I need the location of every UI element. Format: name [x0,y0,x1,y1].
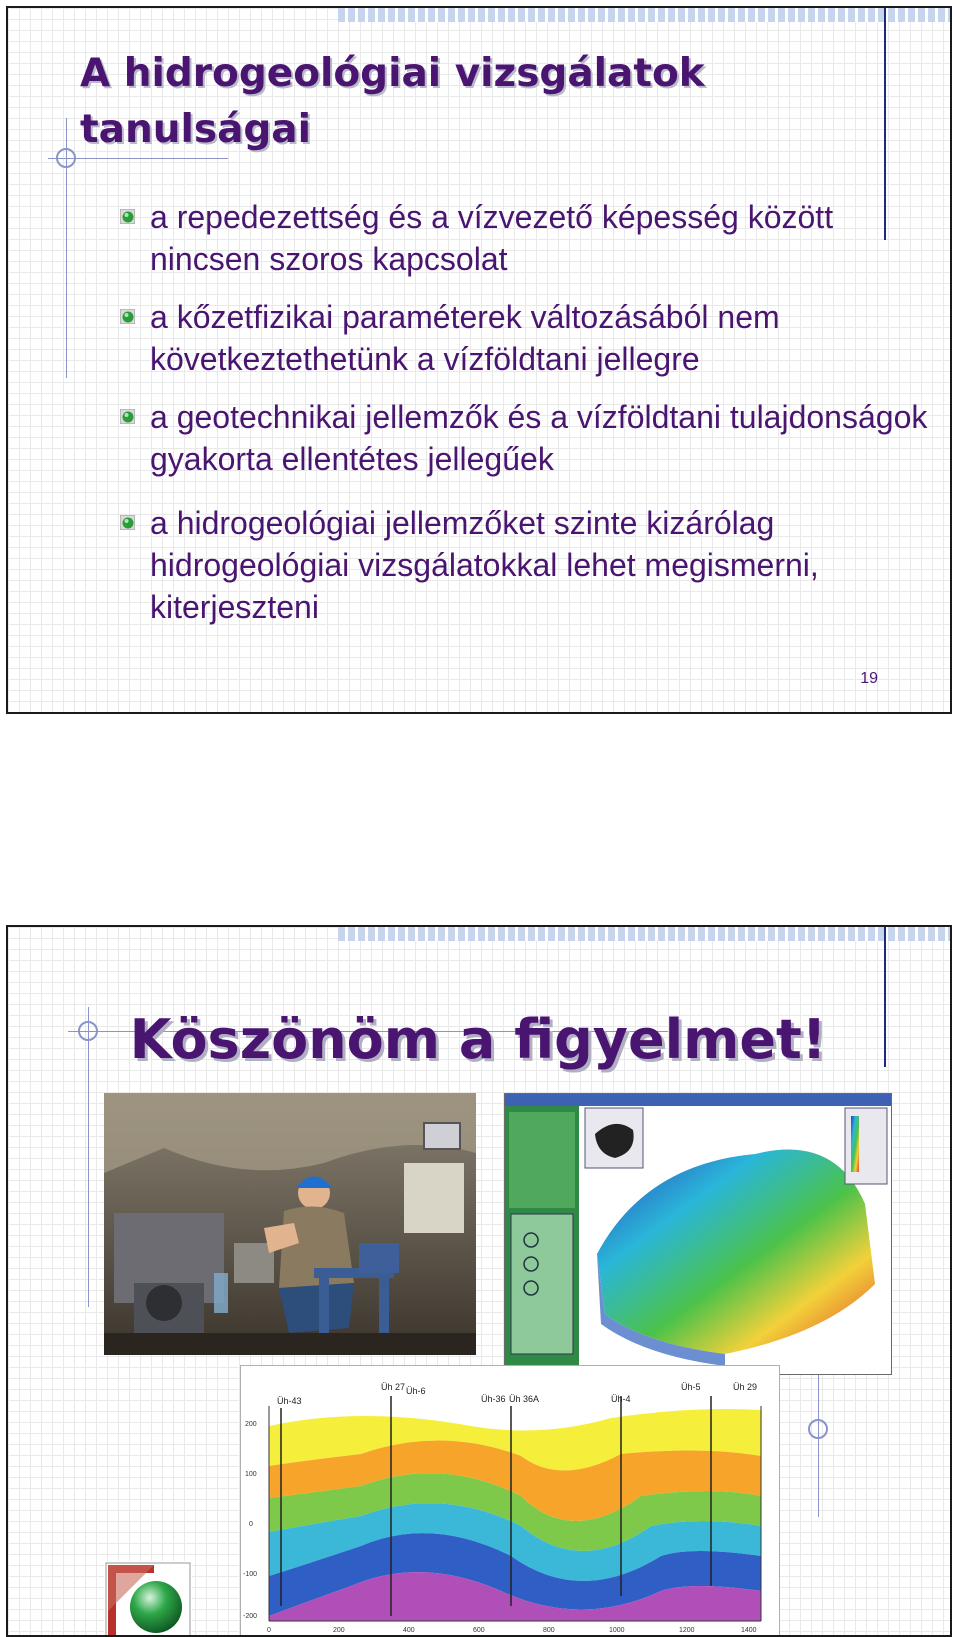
bullet-text: a geotechnikai jellemzők és a vízföldtani tulajdonságok gyakorta ellentétes jellegűek [150,399,928,477]
well-label: Üh 36A [509,1394,540,1404]
x-tick-label: 400 [403,1627,415,1634]
bullet-sphere-icon [120,309,135,324]
x-tick-label: 800 [543,1627,555,1634]
well-label: Üh-5 [681,1382,701,1392]
well-label: Üh 27 [381,1382,406,1392]
x-tick-label: 0 [267,1627,271,1634]
slide-title: Köszönöm a figyelmet! [129,1008,827,1071]
bullet-sphere-icon [120,209,135,224]
x-tick-label: 200 [333,1627,345,1634]
y-tick-label: -200 [243,1613,258,1620]
list-item [118,196,938,280]
bullet-text: a hidrogeológiai jellemzőket szinte kizárólag hidrogeológiai vizsgálatokkal lehet megismerni, kiterjeszteni [150,505,819,625]
institution-logo [104,1561,192,1637]
y-tick-label: 100 [245,1471,257,1478]
well-label: Üh 29 [733,1382,758,1392]
bullet-list [118,196,938,644]
slide-title: A hidrogeológiai vizsgálatok tanulságai [80,51,705,152]
bullet-sphere-icon [120,515,135,530]
geological-cross-section [240,1365,780,1637]
bullet-sphere-icon [120,409,135,424]
well-label: Üh-6 [406,1386,426,1396]
crosshair-icon [808,1419,828,1439]
list-item [118,296,938,380]
slide-19 [6,6,952,714]
slide-thank-you [6,925,952,1637]
green-sphere-logo-icon [104,1561,192,1637]
well-label: Üh-43 [277,1396,302,1406]
field-work-photo [104,1093,476,1355]
page-number: 19 [860,670,878,687]
well-label: Üh-36 [481,1394,506,1404]
crosshair-icon [56,148,76,168]
y-tick-label: 200 [245,1421,257,1428]
x-tick-label: 1200 [679,1627,695,1634]
groundwater-model-screenshot [504,1093,892,1375]
well-label: Üh-4 [611,1394,631,1404]
y-tick-label: -100 [243,1571,258,1578]
list-item [118,502,938,628]
decorative-stripe [338,8,950,22]
x-tick-label: 600 [473,1627,485,1634]
y-tick-label: 0 [249,1521,253,1528]
x-tick-label: 1400 [741,1627,757,1634]
bullet-text: a repedezettség és a vízvezető képesség között nincsen szoros kapcsolat [150,199,834,277]
list-item [118,396,938,480]
decorative-stripe [338,927,950,941]
groundwater-model-image [505,1094,891,1374]
field-work-photo-image [104,1093,476,1355]
x-tick-label: 1000 [609,1627,625,1634]
cross-section-image [241,1366,779,1636]
bullet-text: a kőzetfizikai paraméterek változásából nem következtethetünk a vízföldtani jellegre [150,299,780,377]
